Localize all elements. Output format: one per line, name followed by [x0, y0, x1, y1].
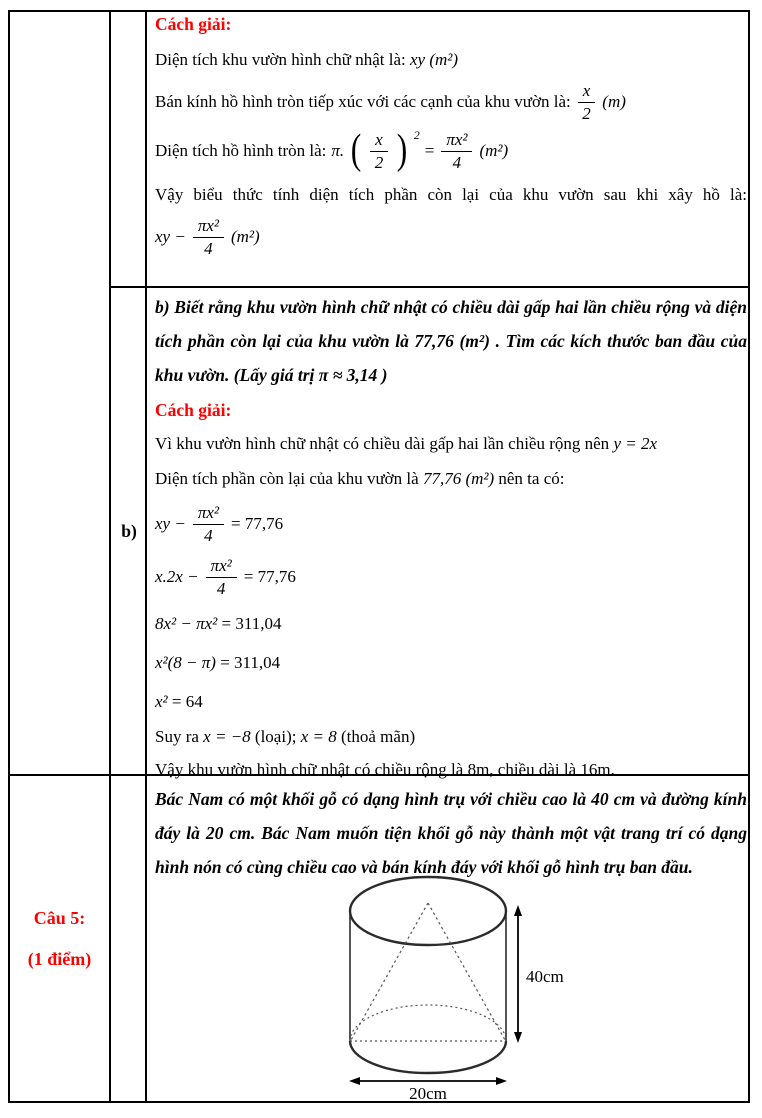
close-paren: ): [396, 127, 407, 174]
part-b-solution-cell: [155, 290, 747, 783]
fraction-pix2-over-4: $\frac{\text{πx²}}{4}$: [441, 130, 472, 172]
unit-m2: (m²): [429, 50, 459, 69]
part-a-solution-cell: [155, 12, 747, 258]
solution-line-area-condition: Diện tích phần còn lại của khu vườn là 77,76 (m²) nên ta có:: [155, 469, 565, 488]
equation-4: x²(8 − π) = 311,04: [155, 653, 281, 673]
height-dimension-label: 40cm: [526, 967, 564, 986]
open-paren: (: [350, 127, 362, 174]
diameter-arrow-head-left: [349, 1077, 360, 1085]
question-5-label: Câu 5:: [33, 907, 86, 928]
cylinder-cone-drawing: [345, 868, 615, 1102]
table-border-right: [748, 10, 750, 1103]
cylinder-top-ellipse: [350, 877, 506, 945]
conclusion-line: Vậy khu vườn hình chữ nhật có chiều rộng là 8m, chiều dài là 16m.: [155, 760, 615, 780]
math-pi-dot: π.: [331, 141, 345, 161]
fraction-x-over-2: $\frac{x}{2}$: [578, 81, 596, 123]
math-xy: xy: [409, 50, 426, 69]
unit-m: (m): [602, 92, 626, 112]
math-7776-m2: 77,76 (m²): [422, 469, 495, 488]
equation-5: x² = 64: [155, 692, 203, 712]
cylinder-bottom-arc: [350, 1041, 506, 1073]
solution-line-expression-intro: Vậy biểu thức tính diện tích phần còn lại của khu vườn sau khi xây hồ là:: [155, 185, 747, 205]
cone-left-edge: [351, 903, 428, 1040]
solution-line-y-2x: Vì khu vườn hình chữ nhật có chiều dài gấp hai lần chiều rộng nên y = 2x: [155, 434, 657, 453]
cylinder-cone-figure: [345, 868, 615, 1102]
diameter-arrow-head-right: [496, 1077, 507, 1085]
height-arrow-head-top: [514, 905, 522, 916]
fraction-pix2-over-4: $\frac{\text{πx²}}{4}$: [193, 503, 224, 545]
method-heading-a: Cách giải:: [155, 14, 232, 34]
table-divider-row-ab: [109, 286, 750, 288]
question-5-label-cell: [10, 776, 109, 1101]
equation-3: 8x² − πx² = 311,04: [155, 614, 282, 634]
part-b-label: b): [121, 520, 137, 541]
cone-right-edge: [428, 903, 505, 1040]
question-5-statement: Bác Nam có một khối gỗ có dạng hình trụ với chiều cao là 40 cm và đường kính đáy là 20 cm. Bác Nam muốn tiện khối gỗ này thành một vật trang trí có dạng hình nón có cùng chiều cao và bán kính đáy với khối gỗ hình trụ ban đầu.: [155, 789, 747, 877]
cone-base-dotted-arc: [350, 1005, 506, 1041]
math-x-8: x = 8: [300, 727, 337, 747]
math-y-equals-2x: y = 2x: [613, 434, 657, 453]
solution-line-roots: Suy ra x = −8 (loại); x = 8 (thoả mãn): [155, 727, 416, 747]
part-b-label-cell: [111, 288, 147, 774]
height-arrow-head-bottom: [514, 1032, 522, 1043]
fraction-pix2-over-4: $\frac{\text{πx²}}{4}$: [206, 556, 237, 598]
solution-line-radius: Bán kính hồ hình tròn tiếp xúc với các cạnh của khu vườn là: $\frac{x}{2}$ (m): [155, 81, 626, 123]
equals-sign: =: [424, 141, 435, 161]
solution-line-pond-area: Diện tích hồ hình tròn là: π. ( $\frac{x}{2}$ ) 2 = $\frac{\text{πx²}}{4}$ (m²): [155, 127, 509, 174]
fraction-pix2-over-4: $\frac{\text{πx²}}{4}$: [193, 216, 224, 258]
fraction-x-over-2: $\frac{x}{2}$: [370, 130, 388, 172]
equation-1: xy − $\frac{\text{πx²}}{4}$ = 77,76: [155, 503, 284, 545]
solution-line-area-rectangle: Diện tích khu vườn hình chữ nhật là: xy (m²): [155, 50, 459, 69]
diameter-dimension-label: 20cm: [409, 1084, 447, 1102]
unit-m2: (m²): [230, 227, 260, 247]
method-heading-b: Cách giải:: [155, 400, 232, 420]
math-x-neg8: x = −8: [203, 727, 251, 747]
unit-m2: (m²): [479, 141, 509, 161]
part-b-statement: b) Biết rằng khu vườn hình chữ nhật có chiều dài gấp hai lần chiều rộng và diện tích phần còn lại của khu vườn là 77,76 (m²) . Tìm các kích thước ban đầu của khu vườn. (Lấy giá trị π ≈ 3,14 ): [155, 297, 747, 385]
exponent-2: 2: [413, 128, 420, 143]
equation-2: x.2x − $\frac{\text{πx²}}{4}$ = 77,76: [155, 556, 296, 598]
solution-line-final-expression: xy − $\frac{\text{πx²}}{4}$ (m²): [155, 216, 260, 258]
question-5-points: (1 điểm): [27, 948, 92, 969]
